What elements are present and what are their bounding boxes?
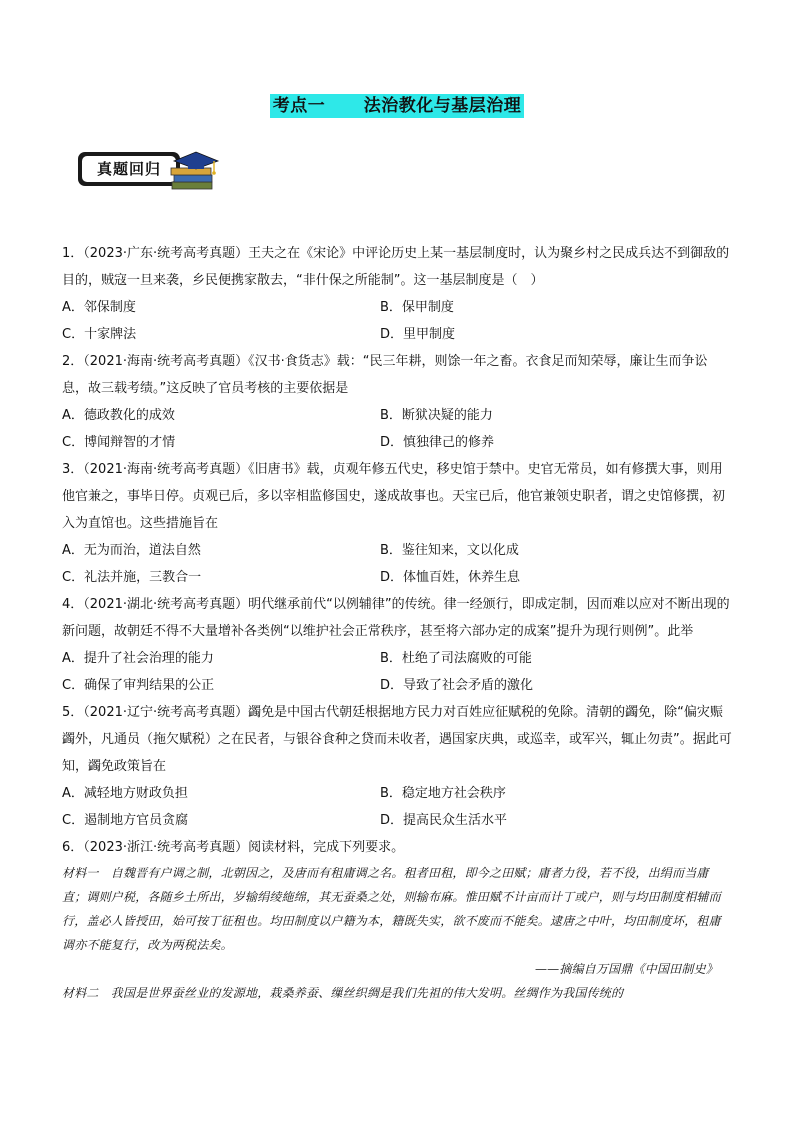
- question-3: [62, 456, 732, 591]
- option-d[interactable]: D．提高民众生活水平: [380, 813, 508, 828]
- option-a[interactable]: A．邻保制度: [62, 300, 136, 315]
- question-5: [62, 699, 732, 834]
- badge-box: [78, 152, 180, 186]
- option-c[interactable]: C．博闻辩智的才情: [62, 435, 176, 450]
- option-a[interactable]: A．德政教化的成效: [62, 408, 175, 423]
- option-list: [62, 402, 732, 456]
- badge-label: 真题回归: [82, 156, 176, 182]
- question-stem: 3．（2021·海南·统考高考真题）《旧唐书》载，贞观年修五代史，移史馆于禁中。史官无常员，如有修撰大事，则用他官兼之，事毕日停。贞观已后，多以宰相监修国史，遂成故事也。天宝已后，他官兼领史职者，谓之史馆修撰，初入为直馆也。这些措施旨在: [62, 462, 726, 531]
- question-list: [62, 240, 732, 1005]
- option-a[interactable]: A．无为而治，道法自然: [62, 543, 201, 558]
- option-d[interactable]: D．导致了社会矛盾的激化: [380, 678, 534, 693]
- question-6: [62, 834, 732, 1005]
- section-title: 考点一 法治教化与基层治理: [270, 94, 525, 118]
- option-c[interactable]: C．礼法并施，三教合一: [62, 570, 202, 585]
- option-b[interactable]: B．断狱决疑的能力: [380, 408, 493, 423]
- option-c[interactable]: C．遏制地方官员贪腐: [62, 813, 189, 828]
- material-1: 材料一 自魏晋有户调之制，北朝因之，及唐而有租庸调之名。租者田租，即今之田赋；庸者力役，若不役，出绢而当庸直；调则户税，各随乡土所出，岁输绢绫絁绵，其无蚕桑之处，则输布麻。惟田赋不计亩而计丁或户，则与均田制度相辅而行，盖必人皆授田，始可按丁征租也。均田制度以户籍为本，籍既失实，欲不废而不能矣。逮唐之中叶，均田制度坏，租庸调亦不能复行，改为两税法矣。: [62, 866, 721, 952]
- option-list: [62, 537, 732, 591]
- question-stem: 4．（2021·湖北·统考高考真题）明代继承前代“以例辅律”的传统。律一经颁行，即成定制，因而难以应对不断出现的新问题，故朝廷不得不大量增补各类例“以维护社会正常秩序，甚至将六部办定的成案”提升为现行则例”。此举: [62, 597, 730, 639]
- option-list: [62, 645, 732, 699]
- question-stem: 6．（2023·浙江·统考高考真题）阅读材料，完成下列要求。: [62, 840, 405, 855]
- option-a[interactable]: A．减轻地方财政负担: [62, 786, 188, 801]
- question-stem: 5．（2021·辽宁·统考高考真题）蠲免是中国古代朝廷根据地方民力对百姓应征赋税的免除。清朝的蠲免，除“偏灾赈蠲外，凡通员（拖欠赋税）之在民者，与银谷食种之贷而未收者，遇国家庆典，或巡幸，或军兴，辄止勿责”。据此可知，蠲免政策旨在: [62, 705, 732, 774]
- option-list: [62, 294, 732, 348]
- option-b[interactable]: B．保甲制度: [380, 300, 454, 315]
- title-wrap: [0, 94, 794, 118]
- material-1-source: ——摘编自万国鼎《中国田制史》: [534, 962, 718, 976]
- option-d[interactable]: D．慎独律己的修养: [380, 435, 495, 450]
- question-1: [62, 240, 732, 348]
- question-stem: 1．（2023·广东·统考高考真题）王夫之在《宋论》中评论历史上某一基层制度时，认为聚乡村之民成兵达不到御敌的目的，贼寇一旦来袭，乡民便携家散去，“非什保之所能制”。这一基层制度是（ ）: [62, 246, 730, 288]
- question-4: [62, 591, 732, 699]
- option-c[interactable]: C．确保了审判结果的公正: [62, 678, 215, 693]
- books-graduation-cap-icon: [166, 148, 222, 192]
- section-badge: [78, 148, 218, 190]
- question-stem: 2．（2021·海南·统考高考真题）《汉书·食货志》载：“民三年耕，则馀一年之畜。衣食足而知荣辱，廉让生而争讼息，故三载考绩。”这反映了官员考核的主要依据是: [62, 354, 708, 396]
- option-b[interactable]: B．稳定地方社会秩序: [380, 786, 506, 801]
- option-b[interactable]: B．鉴往知来，文以化成: [380, 543, 519, 558]
- option-d[interactable]: D．体恤百姓，休养生息: [380, 570, 521, 585]
- material-2: 材料二 我国是世界蚕丝业的发源地，栽桑养蚕、缫丝织绸是我们先祖的伟大发明。丝绸作为我国传统的: [62, 986, 624, 1000]
- option-b[interactable]: B．杜绝了司法腐败的可能: [380, 651, 532, 666]
- option-a[interactable]: A．提升了社会治理的能力: [62, 651, 214, 666]
- option-c[interactable]: C．十家牌法: [62, 327, 137, 342]
- question-2: [62, 348, 732, 456]
- option-list: [62, 780, 732, 834]
- option-d[interactable]: D．里甲制度: [380, 327, 456, 342]
